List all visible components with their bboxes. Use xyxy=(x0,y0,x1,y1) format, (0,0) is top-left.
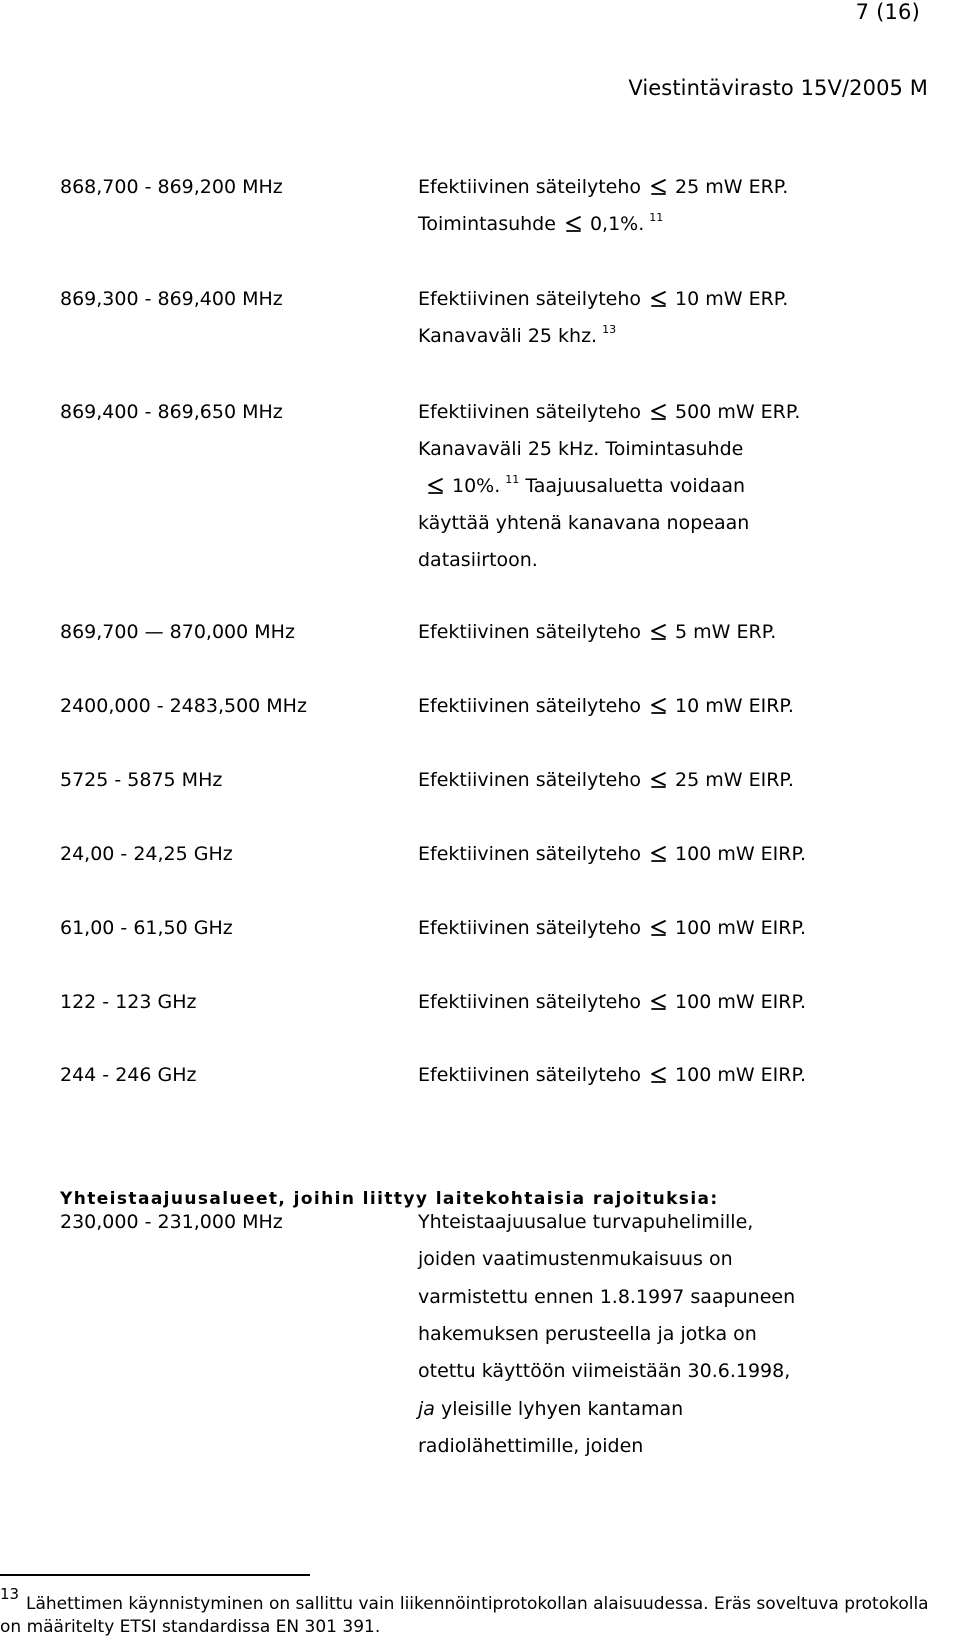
less-or-equal-icon xyxy=(426,476,444,494)
footnote-separator xyxy=(0,1574,310,1576)
limit-detail xyxy=(418,212,663,236)
limit-text: datasiirtoon. xyxy=(418,549,538,571)
limit-label: Efektiivinen säteilyteho xyxy=(418,769,642,791)
limit-detail xyxy=(418,842,806,866)
less-or-equal-icon xyxy=(649,844,667,862)
frequency-range: 61,00 - 61,50 GHz xyxy=(60,917,233,939)
less-or-equal-icon xyxy=(649,992,667,1010)
limit-value: 100 mW EIRP. xyxy=(675,843,807,865)
limit-label: Efektiivinen säteilyteho xyxy=(418,917,642,939)
limit-detail xyxy=(418,287,788,311)
less-or-equal-icon xyxy=(564,214,582,232)
limit-detail xyxy=(418,400,800,424)
less-or-equal-icon xyxy=(649,402,667,420)
limit-value: 10 mW ERP. xyxy=(675,288,789,310)
less-or-equal-icon xyxy=(649,770,667,788)
limit-text: Taajuusaluetta voidaan xyxy=(519,475,746,497)
limit-detail xyxy=(418,474,745,498)
shared-detail xyxy=(418,1397,683,1421)
shared-detail-text: yleisille lyhyen kantaman xyxy=(434,1398,684,1420)
limit-detail xyxy=(418,175,788,199)
limit-value: 10%. xyxy=(452,475,501,497)
limit-detail xyxy=(418,990,806,1014)
limit-detail xyxy=(418,916,806,940)
limit-label: Efektiivinen säteilyteho xyxy=(418,843,642,865)
footnote-text: Lähettimen käynnistyminen on sallittu vain liikennöintiprotokollan alaisuudessa. Eräs soveltuva protokolla on määritelty ETSI standardissa EN 301 391. xyxy=(0,1594,929,1637)
limit-detail xyxy=(418,437,743,461)
shared-detail: radiolähettimille, joiden xyxy=(418,1435,644,1457)
limit-value: 100 mW EIRP. xyxy=(675,917,807,939)
limit-label: Efektiivinen säteilyteho xyxy=(418,176,642,198)
limit-detail xyxy=(418,324,616,348)
limit-label: Efektiivinen säteilyteho xyxy=(418,288,642,310)
limit-value: 10 mW EIRP. xyxy=(675,695,794,717)
footnote-reference: 13 xyxy=(602,323,617,336)
limit-value: 100 mW EIRP. xyxy=(675,991,807,1013)
limit-detail xyxy=(418,620,776,644)
frequency-range: 230,000 - 231,000 MHz xyxy=(60,1211,283,1233)
limit-label: Efektiivinen säteilyteho xyxy=(418,401,642,423)
footnote-reference: 11 xyxy=(649,211,664,224)
shared-detail: joiden vaatimustenmukaisuus on xyxy=(418,1248,733,1270)
shared-detail: hakemuksen perusteella ja jotka on xyxy=(418,1323,757,1345)
limit-detail xyxy=(418,548,538,572)
limit-value: 25 mW EIRP. xyxy=(675,769,794,791)
less-or-equal-icon xyxy=(649,918,667,936)
footnote-reference: 11 xyxy=(505,473,520,486)
frequency-range: 869,300 - 869,400 MHz xyxy=(60,288,283,310)
less-or-equal-icon xyxy=(649,177,667,195)
shared-detail: otettu käyttöön viimeistään 30.6.1998, xyxy=(418,1360,791,1382)
less-or-equal-icon xyxy=(649,289,667,307)
section-heading: Yhteistaajuusalueet, joihin liittyy laitekohtaisia rajoituksia: xyxy=(60,1189,719,1209)
limit-label: Efektiivinen säteilyteho xyxy=(418,621,642,643)
limit-value: 100 mW EIRP. xyxy=(675,1064,807,1086)
frequency-range: 24,00 - 24,25 GHz xyxy=(60,843,233,865)
frequency-range: 122 - 123 GHz xyxy=(60,991,197,1013)
limit-value: 0,1%. xyxy=(589,213,645,235)
frequency-range: 2400,000 - 2483,500 MHz xyxy=(60,695,307,717)
frequency-range: 868,700 - 869,200 MHz xyxy=(60,176,283,198)
limit-detail xyxy=(418,768,794,792)
frequency-range: 869,400 - 869,650 MHz xyxy=(60,401,283,423)
footnote xyxy=(0,1586,930,1639)
limit-label: Efektiivinen säteilyteho xyxy=(418,695,642,717)
less-or-equal-icon xyxy=(649,622,667,640)
shared-detail: varmistettu ennen 1.8.1997 saapuneen xyxy=(418,1286,796,1308)
frequency-range: 869,700 — 870,000 MHz xyxy=(60,621,295,643)
limit-value: 5 mW ERP. xyxy=(675,621,777,643)
footnote-marker: 13 xyxy=(0,1585,20,1603)
less-or-equal-icon xyxy=(649,696,667,714)
document-reference: Viestintävirasto 15V/2005 M xyxy=(628,76,928,100)
italic-conjunction: ja xyxy=(418,1398,435,1420)
limit-value: 500 mW ERP. xyxy=(675,401,801,423)
limit-value: 25 mW ERP. xyxy=(675,176,789,198)
limit-label: Efektiivinen säteilyteho xyxy=(418,991,642,1013)
frequency-range: 244 - 246 GHz xyxy=(60,1064,197,1086)
page-number: 7 (16) xyxy=(855,0,920,24)
limit-text: Kanavaväli 25 khz. xyxy=(418,325,598,347)
limit-text: Kanavaväli 25 kHz. Toimintasuhde xyxy=(418,438,744,460)
less-or-equal-icon xyxy=(649,1065,667,1083)
limit-label: Efektiivinen säteilyteho xyxy=(418,1064,642,1086)
limit-detail xyxy=(418,694,794,718)
limit-text: käyttää yhtenä kanavana nopeaan xyxy=(418,512,750,534)
frequency-range: 5725 - 5875 MHz xyxy=(60,769,223,791)
limit-detail xyxy=(418,511,749,535)
shared-detail: Yhteistaajuusalue turvapuhelimille, xyxy=(418,1211,754,1233)
limit-detail xyxy=(418,1063,806,1087)
limit-label: Toimintasuhde xyxy=(418,213,556,235)
